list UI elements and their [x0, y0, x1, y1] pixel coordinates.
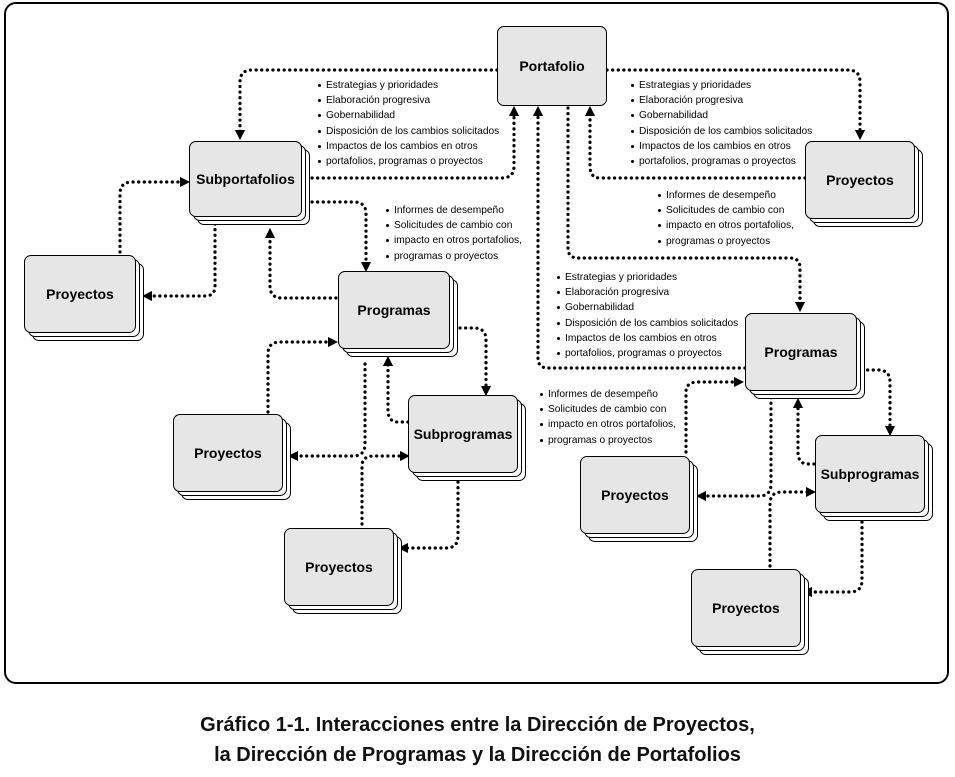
- programas-left-label: Programas: [357, 302, 431, 318]
- proyectos-mid-right-node[interactable]: [580, 456, 700, 544]
- subportafolios-label: Subportafolios: [196, 171, 295, 187]
- note-programas-right-to-portafolio: [540, 387, 676, 448]
- caption-line-2: la Dirección de Programas y la Dirección de Portafolios: [214, 744, 741, 766]
- note-item: Elaboración progresiva: [318, 93, 499, 108]
- note-item: Estrategias y prioridades: [318, 78, 499, 93]
- link-proyectos-mid-right-to-programas-right: [686, 382, 740, 452]
- link-subprogramas-right-to-proyectos-bottom-right: [806, 522, 862, 592]
- note-item: Informes de desempeño: [540, 387, 676, 402]
- note-item: Disposición de los cambios solicitados: [318, 124, 499, 139]
- note-item: Elaboración progresiva: [631, 93, 812, 108]
- link-subprogramas-right-to-programas-right: [798, 402, 814, 464]
- subportafolios-node[interactable]: [189, 141, 311, 225]
- note-item: portafolios, programas o proyectos: [557, 346, 738, 361]
- note-item: Gobernabilidad: [318, 108, 499, 123]
- note-item: Impactos de los cambios en otros: [318, 139, 499, 154]
- proyectos-left-node[interactable]: [24, 255, 146, 343]
- portafolio-label: Portafolio: [519, 58, 585, 74]
- proyectos-mid-left-label: Proyectos: [194, 445, 262, 461]
- link-programas-left-to-proyectos-mid-left: [292, 364, 365, 456]
- note-item: portafolios, programas o proyectos: [631, 154, 812, 169]
- proyectos-bottom-left-node[interactable]: [284, 528, 404, 616]
- proyectos-bottom-right-node[interactable]: [691, 569, 811, 657]
- note-item: Estrategias y prioridades: [557, 270, 738, 285]
- programas-right-node[interactable]: [745, 313, 867, 401]
- note-item: impacto en otros portafolios,: [658, 218, 794, 233]
- note-item: Disposición de los cambios solicitados: [557, 316, 738, 331]
- note-item: Impactos de los cambios en otros: [631, 139, 812, 154]
- link-subprogramas-left-to-proyectos-bottom-left: [402, 482, 458, 548]
- subprogramas-left-label: Subprogramas: [413, 426, 513, 442]
- programas-left-node[interactable]: [338, 271, 460, 359]
- note-item: Disposición de los cambios solicitados: [631, 124, 812, 139]
- note-item: Solicitudes de cambio con: [386, 218, 522, 233]
- note-item: Gobernabilidad: [631, 108, 812, 123]
- note-item: impacto en otros portafolios,: [386, 233, 522, 248]
- proyectos-bottom-right-label: Proyectos: [712, 600, 780, 616]
- note-item: Gobernabilidad: [557, 300, 738, 315]
- link-subprogramas-left-to-programas-left: [388, 360, 408, 422]
- proyectos-mid-right-label: Proyectos: [601, 487, 669, 503]
- note-item: Impactos de los cambios en otros: [557, 331, 738, 346]
- portafolio-node[interactable]: [497, 26, 607, 106]
- note-item: programas o proyectos: [386, 249, 522, 264]
- programas-right-label: Programas: [764, 344, 838, 360]
- link-subportafolios-to-proyectos-left: [146, 224, 215, 296]
- proyectos-top-right-node[interactable]: [805, 141, 925, 227]
- link-proyectos-mid-left-to-programas-left: [268, 342, 334, 412]
- note-item: Estrategias y prioridades: [631, 78, 812, 93]
- link-proyectos-left-to-subportafolios: [120, 182, 186, 252]
- note-portafolio-to-proyectos-top-right: [631, 78, 812, 169]
- note-item: Elaboración progresiva: [557, 285, 738, 300]
- link-programas-right-to-proyectos-mid-right: [700, 392, 771, 496]
- note-item: programas o proyectos: [540, 433, 676, 448]
- subprogramas-right-label: Subprogramas: [820, 466, 920, 482]
- proyectos-mid-left-node[interactable]: [173, 414, 293, 502]
- note-item: impacto en otros portafolios,: [540, 417, 676, 432]
- caption-line-1: Gráfico 1-1. Interacciones entre la Dirección de Proyectos,: [200, 714, 755, 736]
- figure-caption: [0, 710, 955, 770]
- proyectos-left-label: Proyectos: [46, 286, 114, 302]
- proyectos-top-right-label: Proyectos: [826, 172, 894, 188]
- note-item: Solicitudes de cambio con: [658, 203, 794, 218]
- note-item: Informes de desempeño: [386, 203, 522, 218]
- note-programas-left-to-subportafolios: [386, 203, 522, 264]
- proyectos-bottom-left-label: Proyectos: [305, 559, 373, 575]
- note-item: portafolios, programas o proyectos: [318, 154, 499, 169]
- subprogramas-right-node[interactable]: [815, 435, 935, 523]
- subprogramas-left-node[interactable]: [408, 395, 528, 483]
- note-portafolio-to-subportafolios: [318, 78, 499, 169]
- link-programas-left-to-subprogramas-left: [460, 328, 486, 392]
- note-item: Informes de desempeño: [658, 188, 794, 203]
- note-item: programas o proyectos: [658, 234, 794, 249]
- note-portafolio-to-programas-right: [557, 270, 738, 361]
- link-proyectos-bottom-right-to-subprogramas-right: [770, 492, 812, 566]
- link-subportafolios-to-programas-left: [312, 202, 366, 268]
- note-proyectos-top-right-to-portafolio: [658, 188, 794, 249]
- link-programas-left-to-subportafolios: [270, 232, 336, 298]
- link-proyectos-bottom-left-to-subprogramas-left: [362, 456, 406, 524]
- note-item: Solicitudes de cambio con: [540, 402, 676, 417]
